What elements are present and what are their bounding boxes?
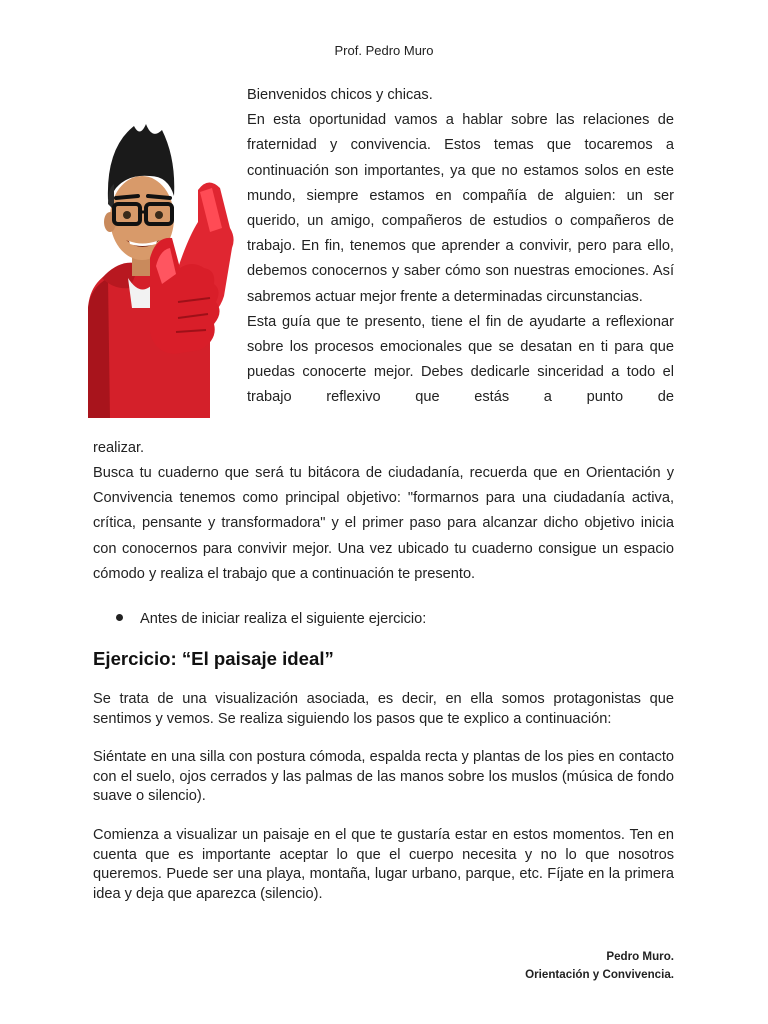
- greeting: Bienvenidos chicos y chicas.: [247, 87, 433, 103]
- footer-name: Pedro Muro.: [606, 950, 674, 963]
- intro-paragraph-1: En esta oportunidad vamos a hablar sobre las relaciones de fraternidad y convivencia. Estos temas que tocaremos a continuación son importantes, ya que no estamos solos en este mundo, siempre estamos en compañía de alguien: un ser querido, un amigo, compañeros de estudios o compañeros de trabajo. En fin, tenemos que aprender a convivir, pero para ello, debemos conocernos y saber cómo son nuestras emociones. Así sabremos actuar mejor frente a determinadas circunstancias.: [247, 112, 674, 305]
- exercise-paragraph-2: Siéntate en una silla con postura cómoda, espalda recta y plantas de los pies en contacto con el suelo, ojos cerrados y las palmas de las manos sobre los muslos (música de fondo suave o silencio).: [93, 749, 674, 805]
- bullet-text: Antes de iniciar realiza el siguiente ejercicio:: [140, 611, 427, 627]
- exercise-paragraph-3: Comienza a visualizar un paisaje en el que te gustaría estar en estos momentos. Ten en cuenta que es importante aceptar lo que el cuerpo necesita y no lo que nosotros queremos. Puede ser una playa, montaña, lugar urbano, parque, etc. Fíjate en la primera idea y deja que aparezca (silencio).: [93, 827, 674, 902]
- page-header-author: Prof. Pedro Muro: [334, 43, 434, 58]
- intro-text: [247, 83, 674, 411]
- footer-subject: Orientación y Convivencia.: [525, 968, 674, 981]
- page-footer: [525, 948, 674, 984]
- teacher-avatar-illustration: [80, 118, 238, 418]
- intro-paragraph-2: Esta guía que te presento, tiene el fin de ayudarte a reflexionar sobre los procesos emocionales que se desatan en ti para que puedas conocerte mejor. Debes dedicarle sinceridad a todo el trabajo reflexivo que estás a punto de: [247, 313, 674, 406]
- instructions-paragraph: Busca tu cuaderno que será tu bitácora de ciudadanía, recuerda que en Orientación y Convivencia tenemos como principal objetivo: "formarnos para una ciudadanía activa, crítica, pensante y transformadora" y el primer paso para alcanzar dicho objetivo inicia con conocernos para convivir mejor. Una vez ubicado tu cuaderno consigue un espacio cómodo y realiza el trabajo que a continuación te presento.: [93, 465, 674, 582]
- bullet-item: [116, 607, 426, 632]
- intro-paragraph-2-end: realizar.: [93, 440, 145, 456]
- bullet-icon: [116, 614, 123, 621]
- exercise-title: Ejercicio: “El paisaje ideal”: [93, 648, 334, 669]
- exercise-paragraph-1: Se trata de una visualización asociada, es decir, en ella somos protagonistas que sentimos y vemos. Se realiza siguiendo los pasos que te explico a continuación:: [93, 691, 674, 727]
